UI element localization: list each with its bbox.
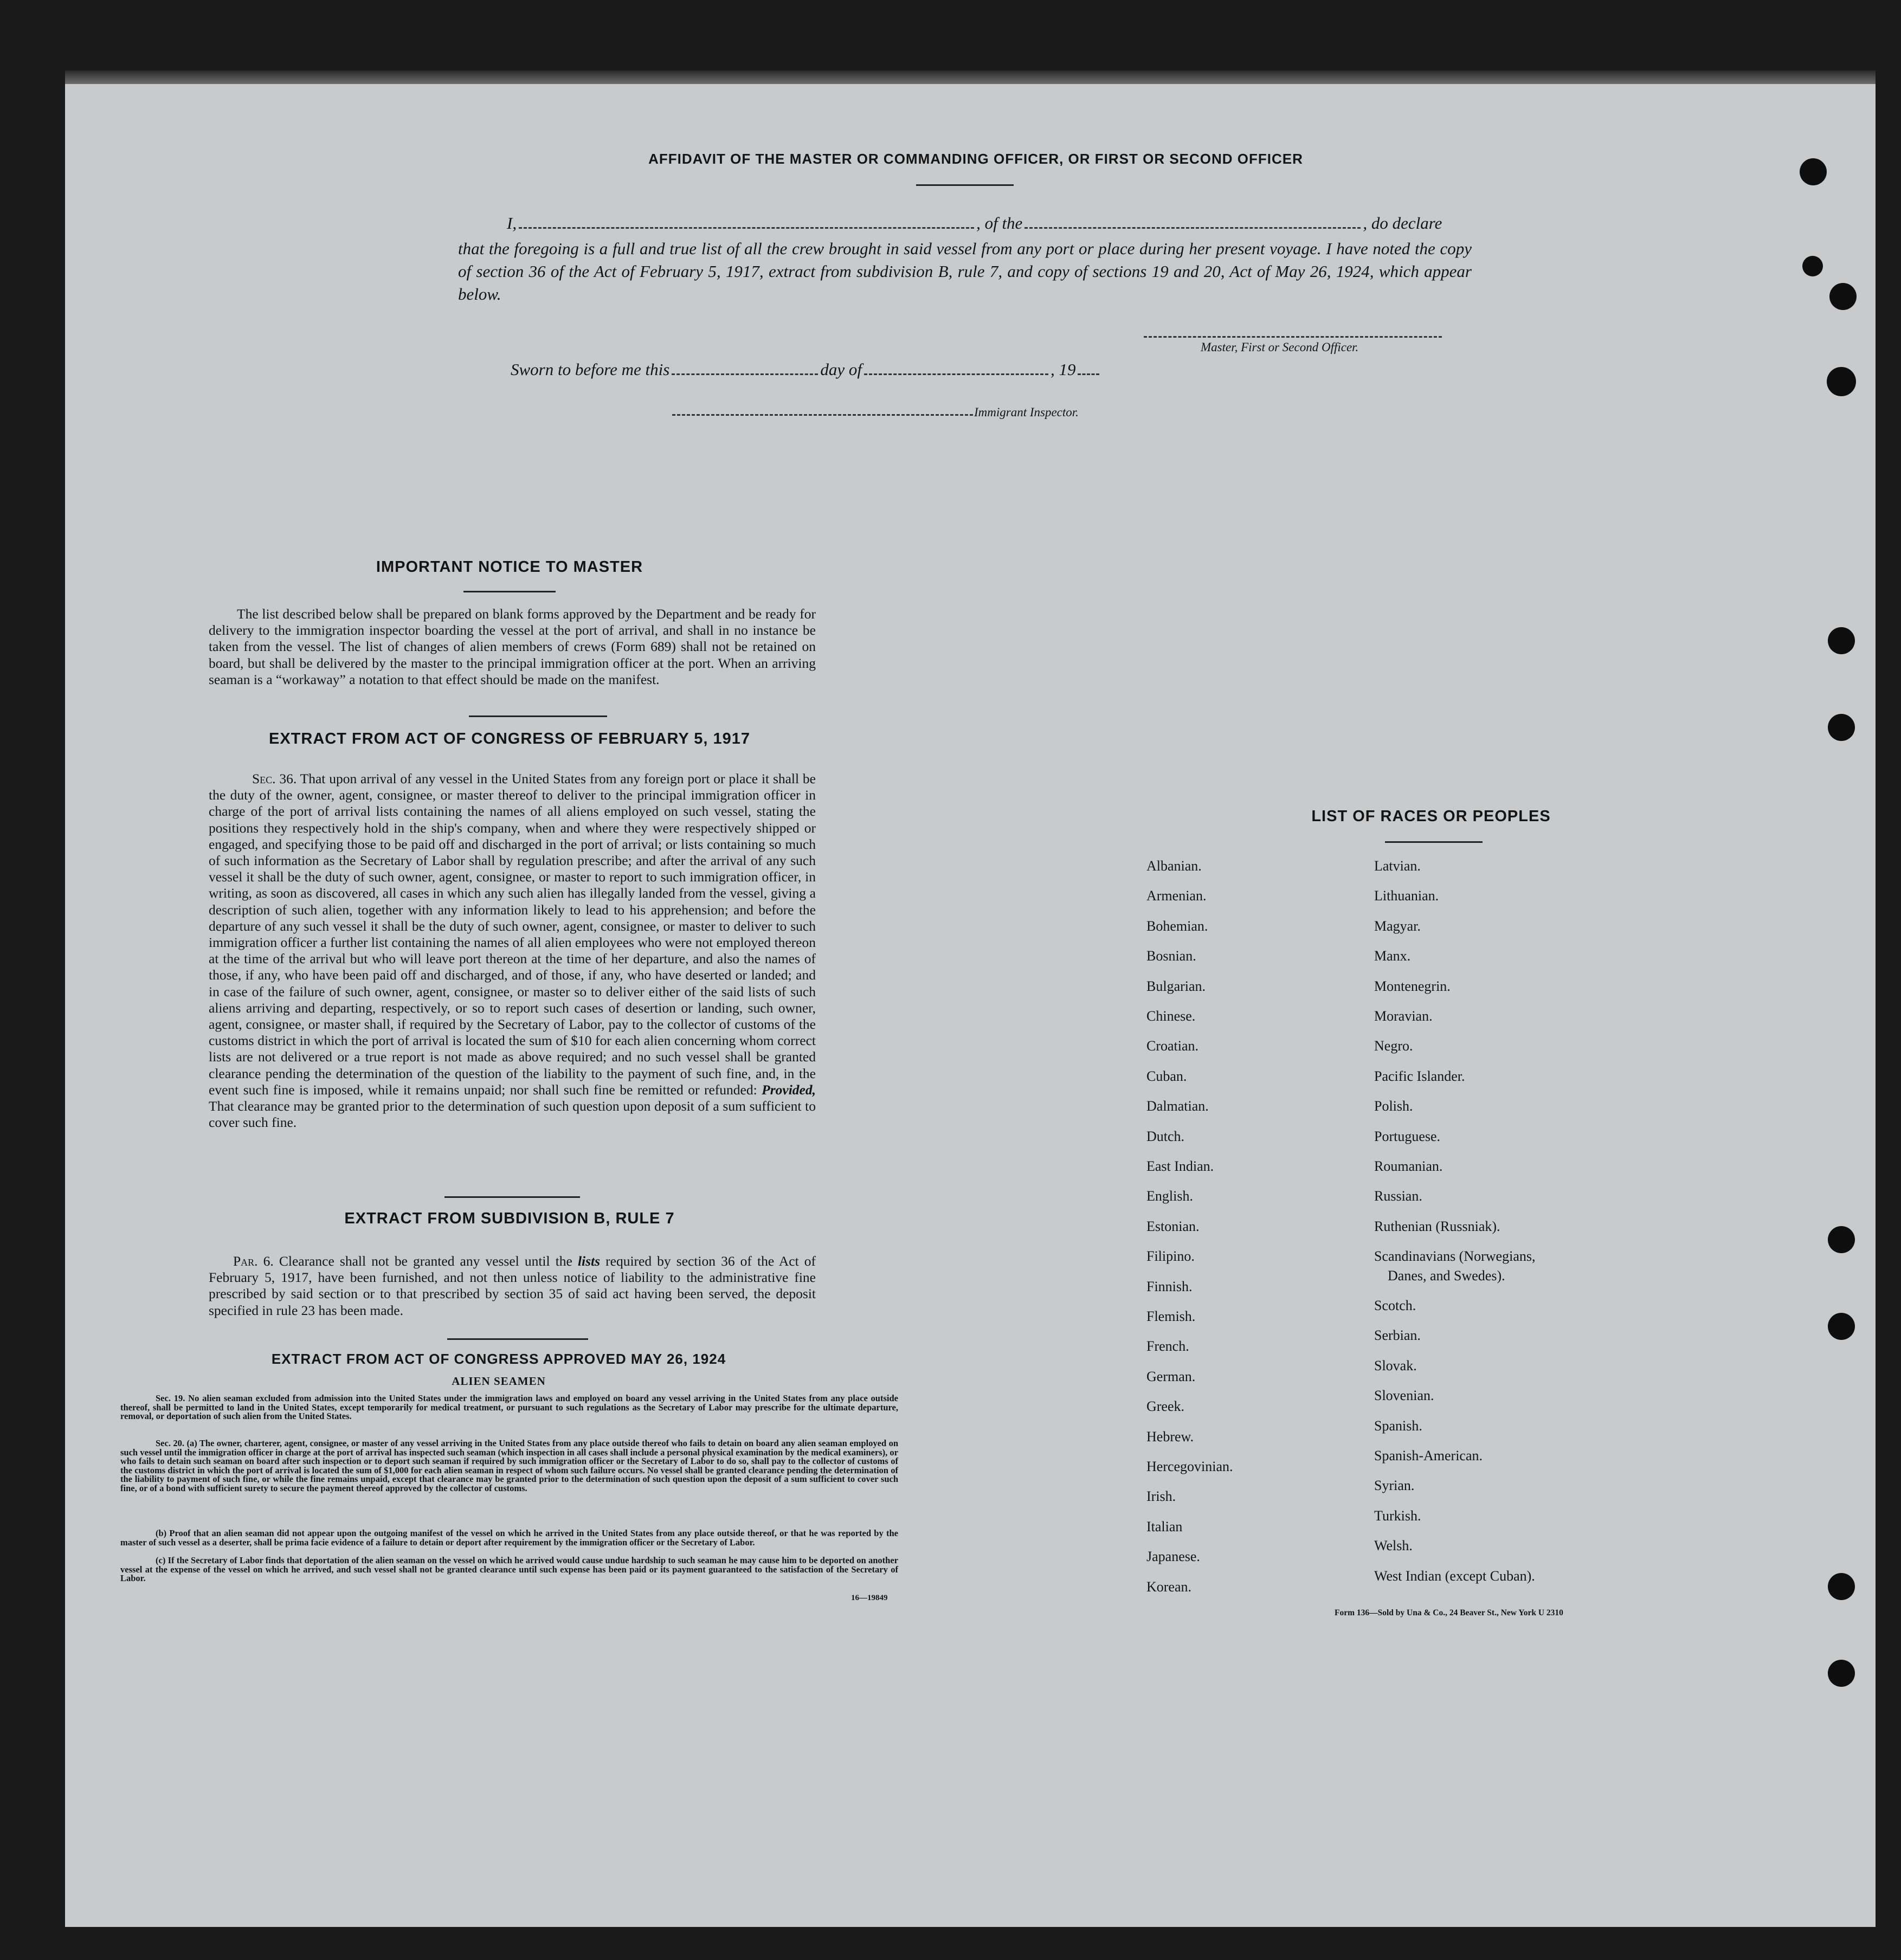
extract1917-rule xyxy=(444,1196,580,1198)
punch-hole xyxy=(1800,158,1827,185)
extract1917-body xyxy=(209,771,816,1131)
race-item: Albanian. xyxy=(1146,858,1202,874)
races-title: LIST OF RACES OR PEOPLES xyxy=(1311,808,1551,825)
affidavit-of-the: , of the xyxy=(976,214,1023,233)
race-item: Bulgarian. xyxy=(1146,978,1206,994)
race-item: Korean. xyxy=(1146,1578,1192,1595)
race-item: Bosnian. xyxy=(1146,948,1196,964)
extract1917-text: That upon arrival of any vessel in the United States from any foreign port or place it shall be the duty of the owner, agent, consignee, or master thereof to deliver to the principal immigration officer in charge of the port of arrival lists containing the names of all aliens employed on such vessel, stating the positions they respectively hold in the ship's company, when and where they were respectively shipped or engaged, and specifying those to be paid off and discharged in the port of arrival; or lists containing so much of such information as the Secretary of Labor shall by regulation prescribe; and after the arrival of any such vessel it shall be the duty of such owner, agent, consignee, or master to report to such immigration officer, in writing, as soon as discovered, all cases in which any such alien has illegally landed from the vessel, giving a description of such alien, together with any information likely to lead to his apprehension; and before the departure of any such vessel it shall be the duty of such owner, agent, consignee, or master to deliver to such immigration officer a further list containing the names of all alien employees who were not employed thereon at the time of the arrival but who will leave port thereon at the time of her departure, and also the names of those, if any, who have been paid off and discharged, and of those, if any, who have deserted or landed; and in case of the failure of such owner, agent, consignee, or master so to deliver either of the said lists of such aliens arriving and departing, respectively, or so to report such cases of desertion or landing, such owner, agent, consignee, or master shall, if required by the Secretary of Labor, pay to the collector of customs of the customs district in which the port of arrival is located the sum of $10 for each alien concerning whom correct lists are not delivered or a true report is not made as above required; and no such vessel shall be granted clearance pending the determination of the question of the liability to the payment of such fine, and, in the event such fine is imposed, while it remains unpaid; nor shall such fine be remitted or refunded: xyxy=(209,771,816,1098)
race-item: Slovak. xyxy=(1374,1357,1417,1374)
race-item: Filipino. xyxy=(1146,1248,1195,1265)
race-item: Pacific Islander. xyxy=(1374,1068,1465,1084)
race-item: Chinese. xyxy=(1146,1008,1196,1024)
extract1924-sec20b: (b) Proof that an alien seaman did not appear upon the outgoing manifest of the vessel on which he arrived in the United States from any place outside thereof, or that he was reported by the master of such vessel as a deserter, shall be prima facie evidence of a failure to detain or deport after requirement by the immigration officer or the Secretary of Labor. xyxy=(120,1528,898,1548)
form-code: 16—19849 xyxy=(851,1594,888,1602)
race-item: French. xyxy=(1146,1338,1189,1355)
race-item: Danes, and Swedes). xyxy=(1388,1267,1505,1284)
race-item: Montenegrin. xyxy=(1374,978,1451,994)
affidavit-declaration-line xyxy=(507,214,1477,233)
race-item: East Indian. xyxy=(1146,1158,1214,1174)
extract1917-title: EXTRACT FROM ACT OF CONGRESS OF FEBRUARY 5, 1917 xyxy=(268,730,751,747)
race-item: Dalmatian. xyxy=(1146,1098,1209,1114)
sworn-year-blank[interactable] xyxy=(1078,373,1099,375)
race-item: Magyar. xyxy=(1374,918,1421,934)
race-item: Lithuanian. xyxy=(1374,888,1439,904)
race-item: Cuban. xyxy=(1146,1068,1187,1084)
race-item: Ruthenian (Russniak). xyxy=(1374,1218,1500,1234)
inspector-signature-line[interactable] xyxy=(672,414,973,416)
notice-title-rule xyxy=(463,591,556,592)
race-item: German. xyxy=(1146,1368,1196,1384)
affidavit-title: AFFIDAVIT OF THE MASTER OR COMMANDING OFFICER, OR FIRST OR SECOND OFFICER xyxy=(648,151,1303,167)
notice-title: IMPORTANT NOTICE TO MASTER xyxy=(376,558,643,576)
race-item: Hercegovinian. xyxy=(1146,1459,1233,1474)
affidavit-body: that the foregoing is a full and true list of all the crew brought in said vessel from any port or place during her present voyage. I have noted the copy of section 36 of the Act of February 5, 1917, extract from subdivision B, rule 7, and copy of sections 19 and 20, Act of May 26, 1924, which appear below. xyxy=(458,239,1472,304)
race-item: English. xyxy=(1146,1188,1193,1204)
race-item: Bohemian. xyxy=(1146,918,1208,934)
sworn-date-blank[interactable] xyxy=(672,373,818,375)
extract1924-title: EXTRACT FROM ACT OF CONGRESS APPROVED MAY 26, 1924 xyxy=(271,1351,726,1367)
race-item: Scotch. xyxy=(1374,1298,1416,1313)
punch-hole xyxy=(1828,1660,1855,1687)
race-item: Welsh. xyxy=(1374,1538,1413,1554)
rule7-body xyxy=(209,1253,816,1319)
master-signature-caption: Master, First or Second Officer. xyxy=(1201,340,1359,354)
race-item: Croatian. xyxy=(1146,1038,1199,1054)
extract1917-provided: Provided, xyxy=(762,1081,816,1098)
punch-hole xyxy=(1802,256,1823,276)
punch-hole xyxy=(1828,714,1855,741)
race-item: West Indian (except Cuban). xyxy=(1374,1568,1535,1584)
race-item: Scandinavians (Norwegians, xyxy=(1374,1248,1536,1265)
punch-hole xyxy=(1829,283,1857,310)
race-item: Roumanian. xyxy=(1374,1158,1443,1174)
race-item: Finnish. xyxy=(1146,1278,1193,1294)
extract1924-sec20a: Sec. 20. (a) The owner, charterer, agent, consignee, or master of any vessel arriving in the United States from any place outside thereof who fails to detain on board any alien seaman employed on such vessel until the immigration officer in charge at the port of arrival has inspected such seaman (which inspection in all cases shall include a personal physical examination by the medical examiners), or who fails to detain such seaman on board after such inspection or to deport such seaman if required by such immigration officer or the Secretary of Labor to do so, shall pay to the collector of customs of the customs district in which the port of arrival is located the sum of $1,000 for each alien seaman in respect of whom such failure occurs. No vessel shall be granted clearance pending the determination of the liability to payment of such fine, or while the fine remains unpaid, except that clearance may be granted prior to the determination of such question upon the deposit of a sum sufficient to cover such fine, or of a bond with sufficient surety to secure the payment thereof approved by the collector of customs. xyxy=(120,1438,898,1493)
race-item: Hebrew. xyxy=(1146,1428,1194,1445)
race-item: Estonian. xyxy=(1146,1218,1200,1234)
extract1924-sec20c: (c) If the Secretary of Labor finds that deportation of the alien seaman on the vessel on which he arrived would cause undue hardship to such seaman he may cause him to be deported on another vessel at the expense of the vessel on which he arrived, and such vessel shall not be granted clearance until such expense has been paid or its payment guaranteed to the satisfaction of the Secretary of Labor. xyxy=(120,1555,898,1584)
race-item: Syrian. xyxy=(1374,1478,1415,1494)
race-item: Portuguese. xyxy=(1374,1128,1441,1144)
race-item: Spanish-American. xyxy=(1374,1448,1483,1463)
sworn-year: , 19 xyxy=(1050,360,1076,379)
race-item: Russian. xyxy=(1374,1188,1422,1204)
punch-hole xyxy=(1828,627,1855,654)
rule7-rule xyxy=(447,1338,588,1340)
sworn-day: day of xyxy=(820,360,862,379)
punch-hole xyxy=(1828,1313,1855,1340)
sworn-prefix: Sworn to before me this xyxy=(511,360,670,379)
race-item: Polish. xyxy=(1374,1098,1413,1114)
race-item: Italian xyxy=(1146,1518,1183,1535)
race-item: Negro. xyxy=(1374,1038,1413,1054)
punch-hole xyxy=(1827,367,1856,396)
race-item: Manx. xyxy=(1374,948,1411,964)
inspector-caption: Immigrant Inspector. xyxy=(974,405,1079,419)
rule7-text-b: required by section 36 of the Act of February 5, 1917, have been furnished, and not then unless notice of liability to the administrative fine prescribed by said section or to that prescribed by section 35 of said act having been served, the deposit specified in rule 23 has been made. xyxy=(209,1253,816,1318)
race-item: Armenian. xyxy=(1146,888,1207,904)
notice-rule xyxy=(469,715,607,717)
race-item: Turkish. xyxy=(1374,1507,1421,1524)
race-item: Flemish. xyxy=(1146,1308,1196,1324)
notice-body: The list described below shall be prepared on blank forms approved by the Department and be ready for delivery to the immigration inspector boarding the vessel at the port of arrival, and shall in no instance be taken from the vessel. The list of changes of alien members of crews (Form 689) shall not be retained on board, but shall be delivered by the master to the principal immigration officer at the port. When an arriving seaman is a “workaway” a notation to that effect should be made on the manifest. xyxy=(209,606,816,687)
race-item: Slovenian. xyxy=(1374,1388,1434,1404)
punch-hole xyxy=(1828,1226,1855,1253)
race-item: Japanese. xyxy=(1146,1549,1200,1565)
affidavit-declare: , do declare xyxy=(1363,214,1442,233)
rule7-title: EXTRACT FROM SUBDIVISION B, RULE 7 xyxy=(344,1210,675,1227)
race-item: Latvian. xyxy=(1374,858,1421,874)
extract1924-subtitle: ALIEN SEAMEN xyxy=(452,1375,546,1388)
extract1924-sec19: Sec. 19. No alien seaman excluded from admission into the United States under the immigration laws and employed on board any vessel arriving in the United States from any place outside thereof, shall be permitted to land in the United States, except temporarily for medical treatment, or pursuant to such regulations as the Secretary of Labor may prescribe for the ultimate departure, removal, or deportation of such alien from the United States. xyxy=(120,1393,898,1422)
master-name-blank[interactable] xyxy=(519,227,974,229)
sworn-line xyxy=(511,360,1101,379)
vessel-name-blank[interactable] xyxy=(1024,227,1361,229)
rule7-text-a: Clearance shall not be granted any vessel until the xyxy=(279,1253,572,1269)
rule7-lists: lists xyxy=(577,1253,601,1269)
extract1917-text-end: That clearance may be granted prior to the determination of such question upon deposit of a sum sufficient to cover such fine. xyxy=(209,1098,816,1131)
sworn-month-blank[interactable] xyxy=(864,373,1048,375)
form-footer: Form 136—Sold by Una & Co., 24 Beaver St., New York U 2310 xyxy=(1335,1608,1563,1617)
extract1917-sec-label: Sec. 36. xyxy=(252,771,297,786)
affidavit-title-rule xyxy=(916,184,1014,186)
race-item: Spanish. xyxy=(1374,1417,1422,1434)
race-item: Dutch. xyxy=(1146,1128,1185,1144)
race-item: Serbian. xyxy=(1374,1327,1421,1344)
punch-hole xyxy=(1828,1573,1855,1600)
rule7-par-label: Par. 6. xyxy=(233,1253,274,1269)
race-item: Moravian. xyxy=(1374,1008,1433,1024)
races-title-rule xyxy=(1385,841,1483,843)
master-signature-line[interactable] xyxy=(1144,336,1442,338)
race-item: Irish. xyxy=(1146,1488,1176,1505)
affidavit-i: I, xyxy=(507,214,517,233)
race-item: Greek. xyxy=(1146,1398,1185,1415)
